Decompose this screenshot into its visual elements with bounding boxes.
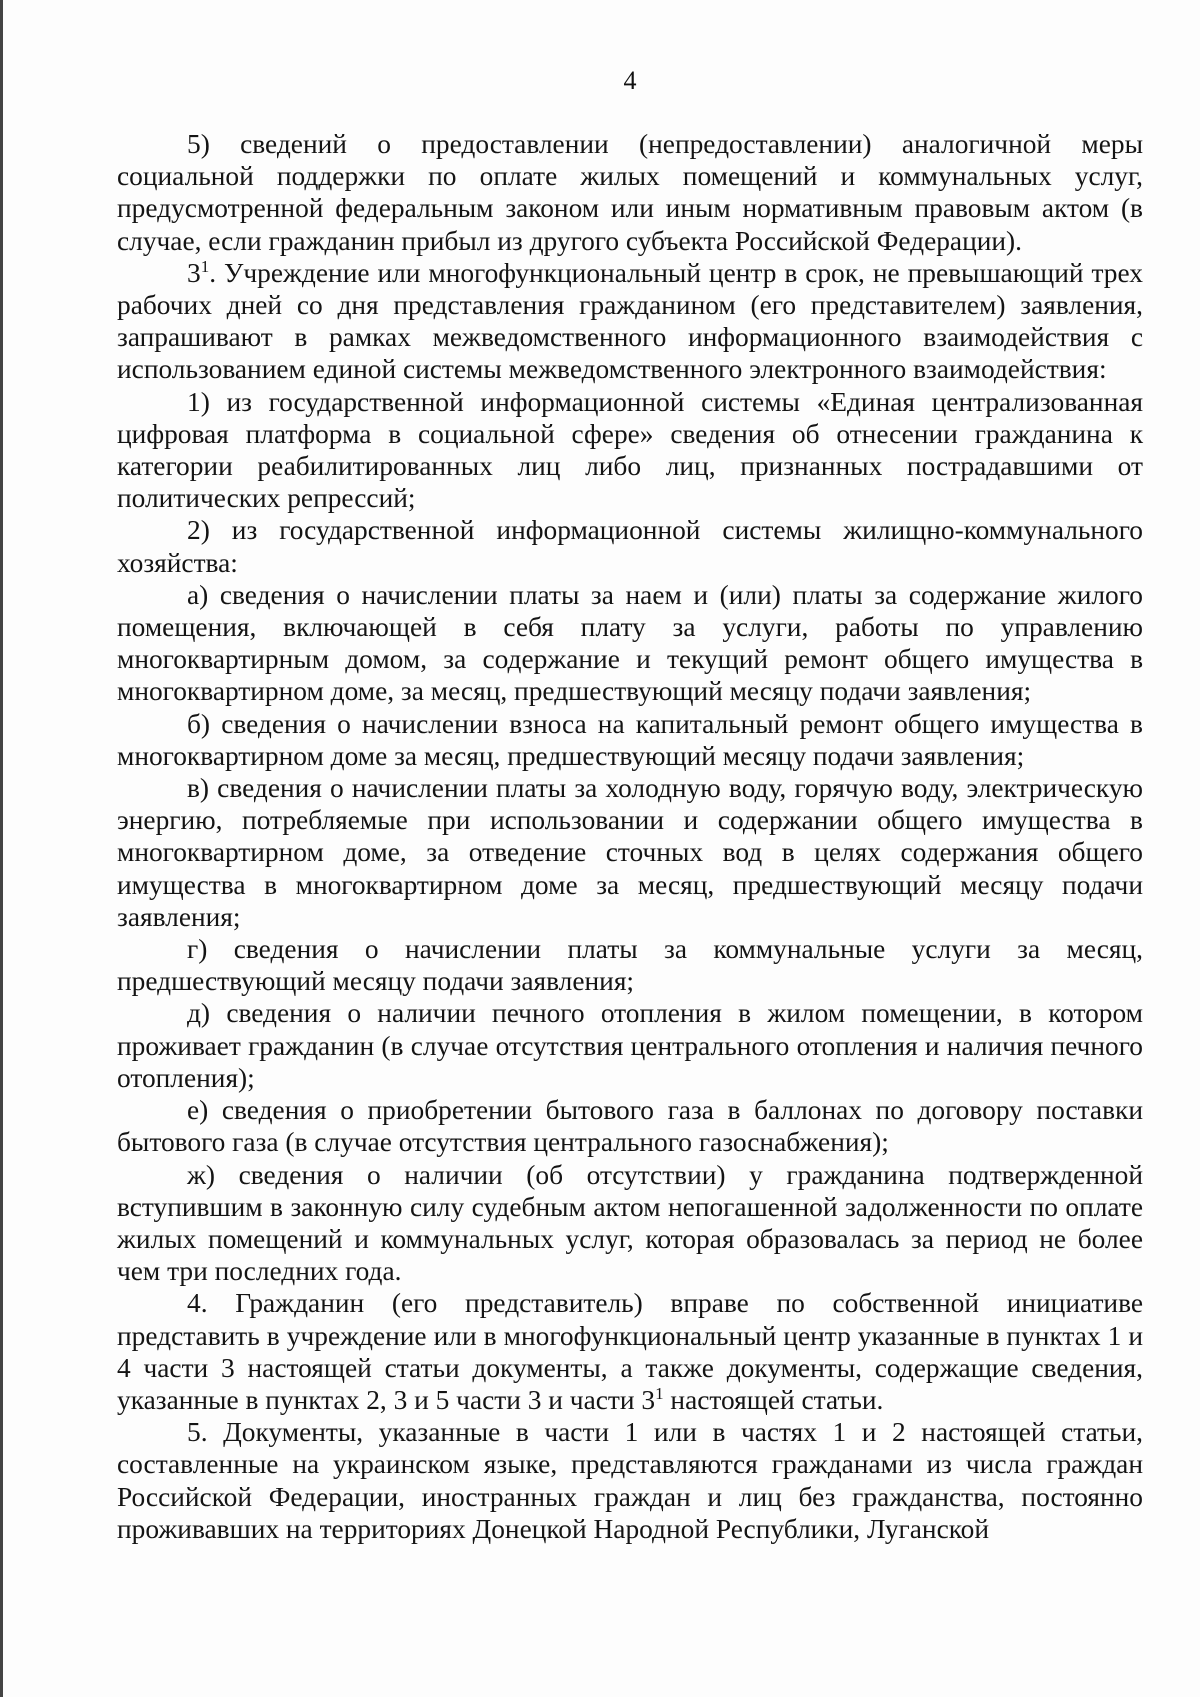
paragraph-item-a: а) сведения о начислении платы за наем и (или) платы за содержание жилого помещения, включающей в себя плату за услуги, работы по управлению многоквартирным домом, за содержание и текущий ремонт общего имущества в многоквартирном доме, за месяц, предшествующий месяцу подачи заявления; [117, 579, 1143, 707]
paragraph-item-d: д) сведения о наличии печного отопления в жилом помещении, в котором проживает гражданин (в случае отсутствия центрального отопления и наличия печного отопления); [117, 998, 1143, 1093]
paragraph-text-end: настоящей статьи. [663, 1384, 884, 1415]
paragraph-part-4 [117, 1287, 1143, 1416]
paragraph-text: 4. Гражданин (его представитель) вправе по собственной инициативе представить в учреждение или в многофункциональный центр указанные в пунктах 1 и 4 части 3 настоящей статьи документы, а также документы, содержащие сведения, указанные в пунктах 2, 3 и 5 части 3 и части 3 [117, 1288, 1143, 1415]
paragraph-item-b: б) сведения о начислении взноса на капитальный ремонт общего имущества в многоквартирном доме за месяц, предшествующий месяцу подачи заявления; [117, 708, 1143, 771]
paragraph-item-2: 2) из государственной информационной системы жилищно-коммунального хозяйства: [117, 515, 1143, 578]
paragraph-item-1: 1) из государственной информационной системы «Единая централизованная цифровая платформа в социальной сфере» сведения об отнесении гражданина к категории реабилитированных лиц либо лиц, признанных пострадавшими от политических репрессий; [117, 386, 1143, 514]
page-number: 4 [623, 66, 637, 95]
scan-edge-line [0, 0, 3, 1697]
paragraph-part-3-1 [117, 257, 1143, 386]
document-body [117, 128, 1143, 1545]
paragraph-item-5: 5) сведений о предоставлении (непредоставлении) аналогичной меры социальной поддержки по оплате жилых помещений и коммунальных услуг, предусмотренной федеральным законом или иным нормативным правовым актом (в случае, если гражданин прибыл из другого субъекта Российской Федерации). [117, 129, 1143, 256]
paragraph-item-e: е) сведения о приобретении бытового газа в баллонах по договору поставки бытового газа (в случае отсутствия центрального газоснабжения); [117, 1095, 1143, 1158]
superscript-mark: 1 [200, 256, 210, 276]
paragraph-part-5: 5. Документы, указанные в части 1 или в частях 1 и 2 настоящей статьи, составленные на украинском языке, представляются гражданами из числа граждан Российской Федерации, иностранных граждан и лиц без гражданства, постоянно проживавших на территориях Донецкой Народной Республики, Луганской [117, 1417, 1143, 1544]
paragraph-item-zh: ж) сведения о наличии (об отсутствии) у гражданина подтвержденной вступившим в законную силу судебным актом непогашенной задолженности по оплате жилых помещений и коммунальных услуг, которая образовалась за период не более чем три последних года. [117, 1159, 1143, 1287]
paragraph-item-g: г) сведения о начислении платы за коммунальные услуги за месяц, предшествующий месяцу подачи заявления; [117, 934, 1143, 997]
superscript-mark: 1 [655, 1383, 664, 1403]
paragraph-item-v: в) сведения о начислении платы за холодную воду, горячую воду, электрическую энергию, потребляемые при использовании и содержании общего имущества в многоквартирном доме, за отведение сточных вод в целях содержания общего имущества в многоквартирном доме за месяц, предшествующий месяцу подачи заявления; [117, 773, 1143, 932]
paragraph-number: 3 [187, 257, 201, 288]
paragraph-text: . Учреждение или многофункциональный центр в срок, не превышающий трех рабочих дней со дня представления гражданином (его представителем) заявления, запрашивают в рамках межведомственного информационного взаимодействия с использованием единой системы межведомственного электронного взаимодействия: [117, 257, 1143, 385]
